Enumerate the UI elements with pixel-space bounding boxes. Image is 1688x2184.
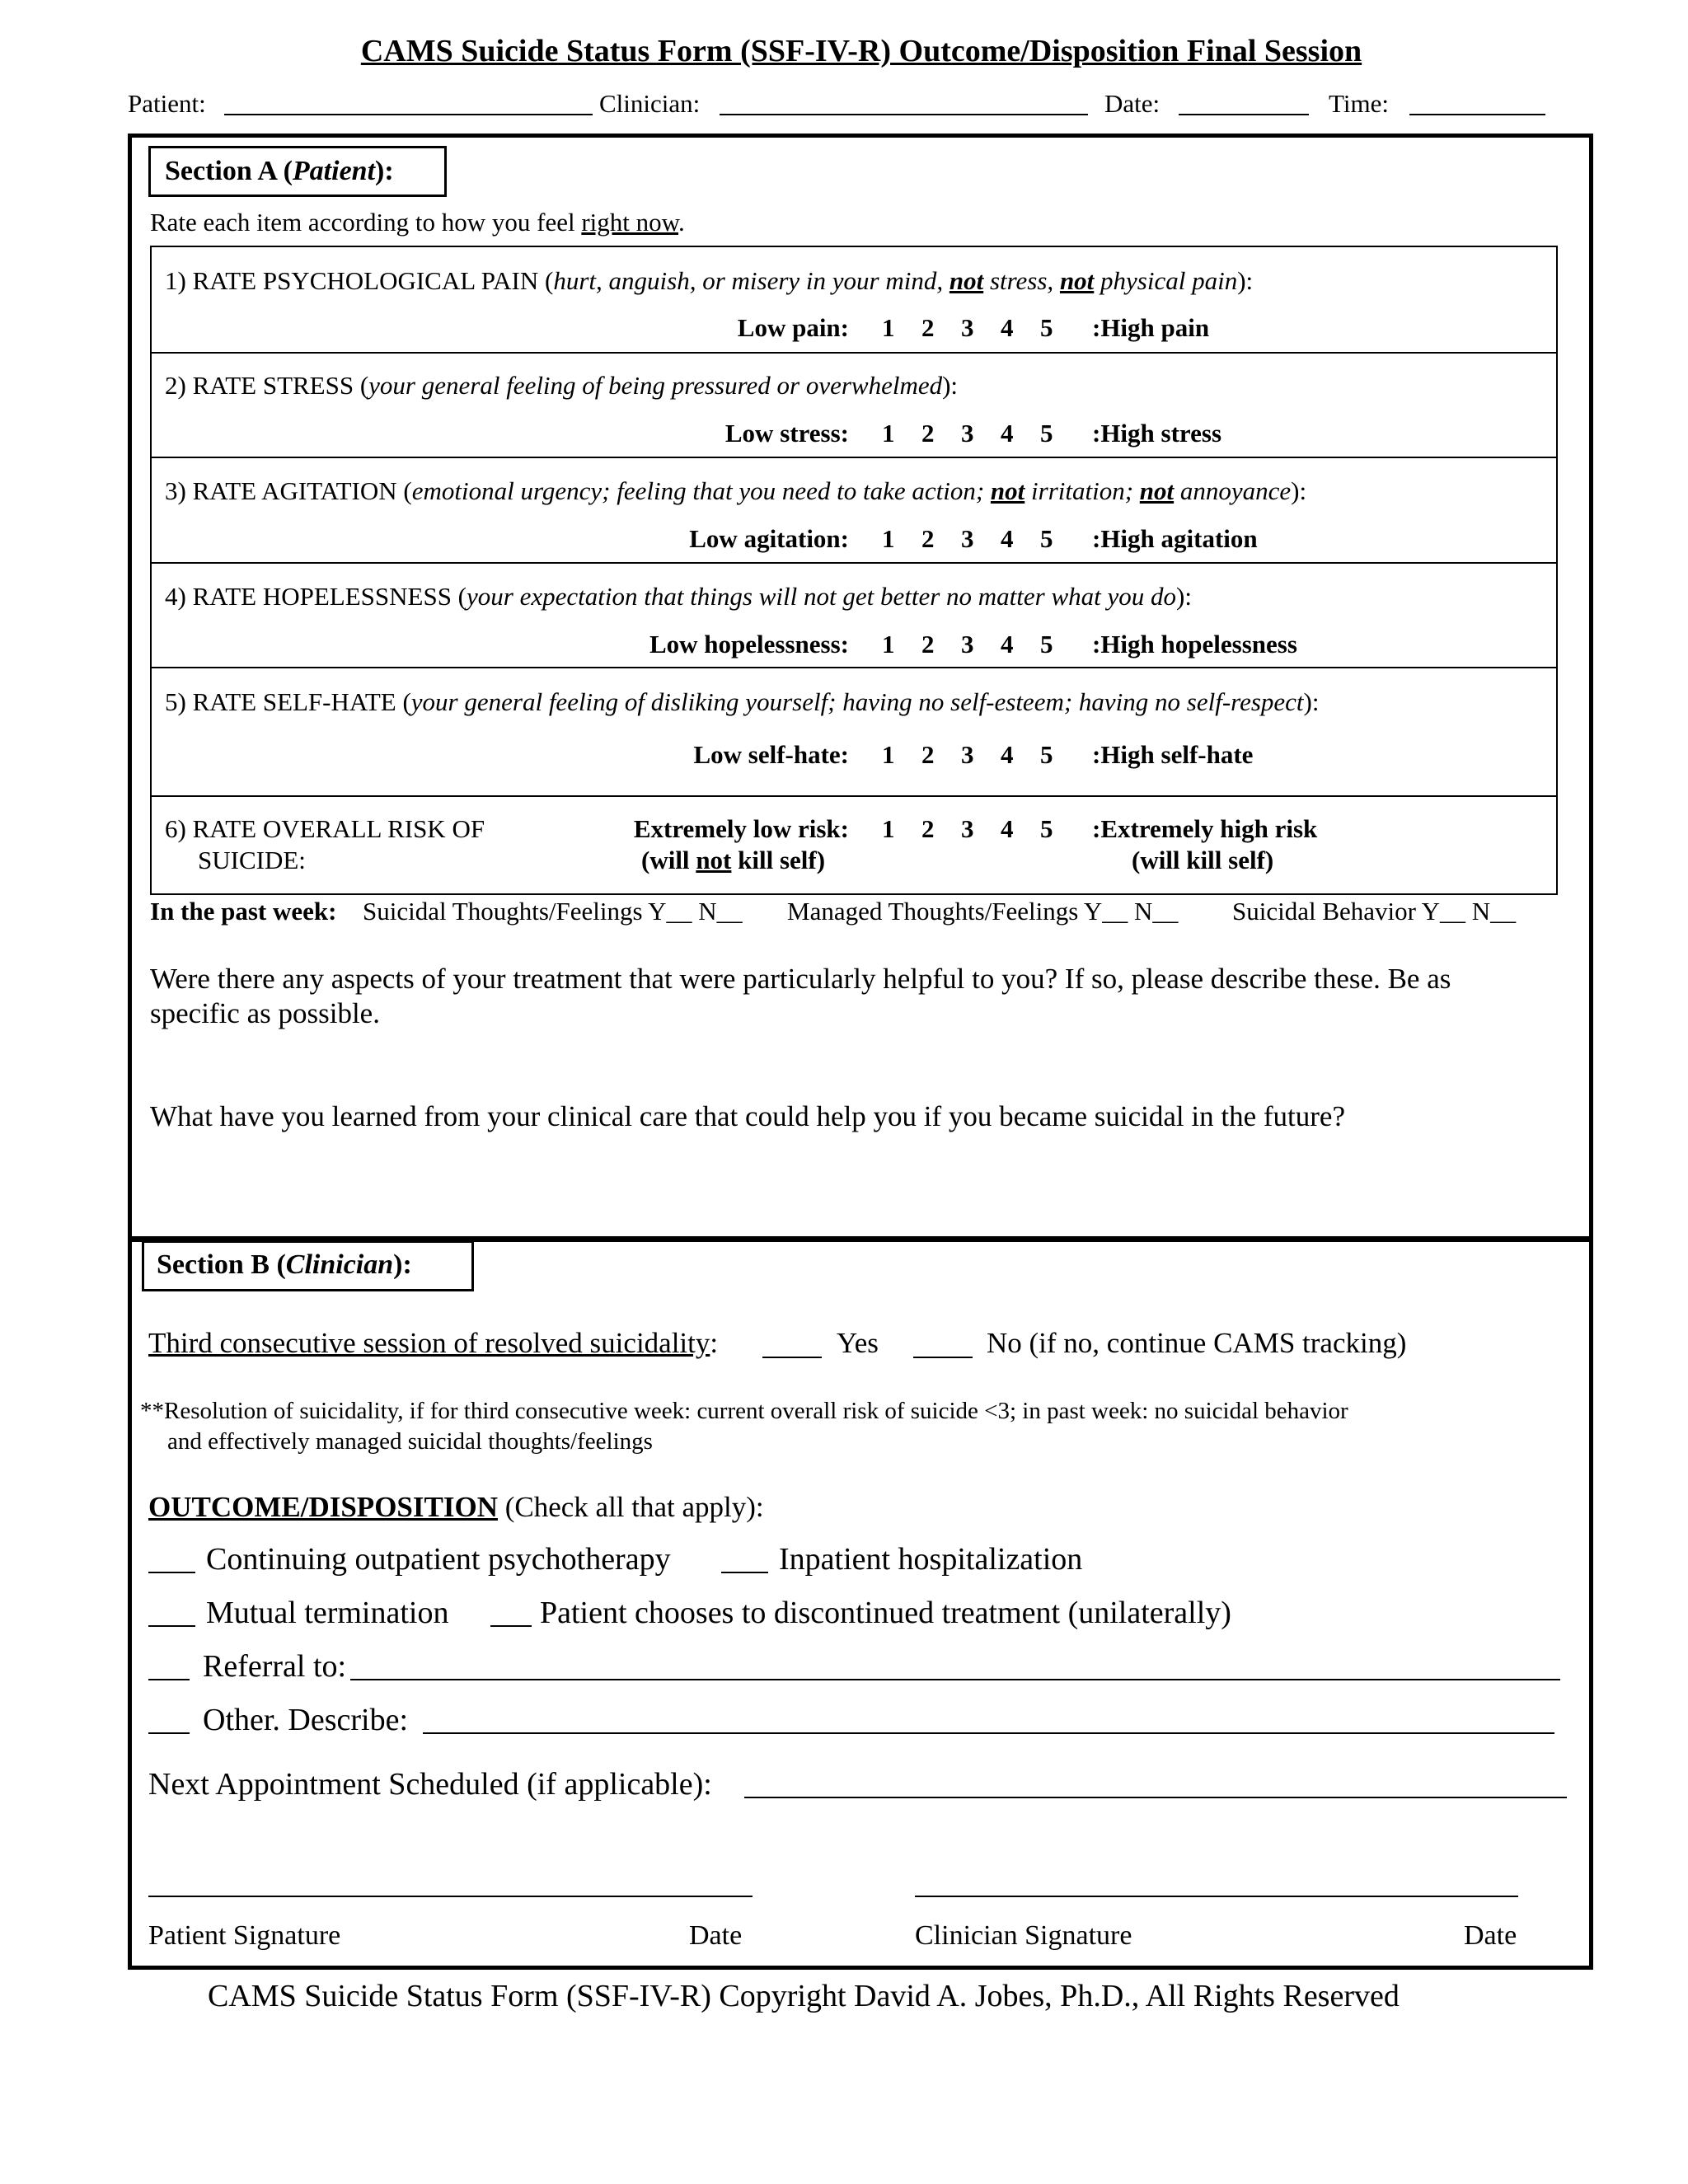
third-session-yes-blank[interactable] bbox=[762, 1357, 822, 1358]
scale-option-3[interactable]: 3 bbox=[961, 419, 974, 448]
rating-item-6-high-label: :Extremely high risk bbox=[1092, 814, 1318, 843]
scale-option-5[interactable]: 5 bbox=[1040, 419, 1053, 448]
rating-item-2-high-label: :High stress bbox=[1092, 419, 1222, 448]
section-b-title: Section B (Clinician): bbox=[157, 1249, 412, 1280]
scale-option-5[interactable]: 5 bbox=[1040, 630, 1053, 658]
patient-signature-line[interactable] bbox=[148, 1896, 753, 1897]
scale-option-4[interactable]: 4 bbox=[1001, 814, 1014, 843]
scale-option-2[interactable]: 2 bbox=[921, 740, 935, 769]
scale-option-2[interactable]: 2 bbox=[921, 419, 935, 448]
scale-option-3[interactable]: 3 bbox=[961, 524, 974, 553]
rating-item-1-question: 1) RATE PSYCHOLOGICAL PAIN (hurt, anguish, or misery in your mind, not stress, not physical pain): bbox=[165, 266, 1254, 295]
scale-option-3[interactable]: 3 bbox=[961, 740, 974, 769]
question-helpful-aspects-cont: specific as possible. bbox=[150, 997, 380, 1029]
third-session-no-blank[interactable] bbox=[913, 1357, 973, 1358]
time-label: Time: bbox=[1329, 89, 1389, 118]
referral-checkbox[interactable] bbox=[148, 1679, 190, 1680]
patient-chooses-checkbox[interactable] bbox=[490, 1625, 532, 1627]
rating-item-1-low-label: Low pain: bbox=[737, 313, 849, 342]
scale-option-4[interactable]: 4 bbox=[1001, 313, 1014, 342]
rating-item-6-question-cont: SUICIDE: bbox=[198, 846, 306, 874]
continuing-checkbox[interactable] bbox=[148, 1572, 195, 1573]
rating-item-2-question: 2) RATE STRESS (your general feeling of being pressured or overwhelmed): bbox=[165, 371, 959, 400]
other-checkbox[interactable] bbox=[148, 1732, 190, 1734]
scale-option-5[interactable]: 5 bbox=[1040, 524, 1053, 553]
rating-item-6-high-sub: (will kill self) bbox=[1132, 846, 1274, 874]
rating-item-6-low-label: Extremely low risk: bbox=[633, 814, 849, 843]
scale-option-1[interactable]: 1 bbox=[882, 524, 895, 553]
scale-option-5[interactable]: 5 bbox=[1040, 814, 1053, 843]
past-week-suicidal-behavior[interactable]: Suicidal Behavior Y__ N__ bbox=[1232, 897, 1517, 926]
rating-item-6-question: 6) RATE OVERALL RISK OF bbox=[165, 814, 485, 843]
third-session-label: Third consecutive session of resolved suicidality: bbox=[148, 1327, 719, 1359]
third-session-yes: Yes bbox=[837, 1327, 879, 1359]
date-field[interactable] bbox=[1179, 114, 1309, 115]
inpatient-checkbox[interactable] bbox=[721, 1572, 768, 1573]
scale-option-2[interactable]: 2 bbox=[921, 524, 935, 553]
scale-option-4[interactable]: 4 bbox=[1001, 630, 1014, 658]
clinician-signature-label: Clinician Signature bbox=[915, 1920, 1132, 1951]
rating-item-4-low-label: Low hopelessness: bbox=[649, 630, 849, 658]
date-label: Date: bbox=[1104, 89, 1160, 118]
rating-row-divider bbox=[150, 457, 1558, 458]
option-mutual-termination: Mutual termination bbox=[206, 1596, 449, 1630]
scale-option-3[interactable]: 3 bbox=[961, 313, 974, 342]
option-inpatient-hospitalization: Inpatient hospitalization bbox=[779, 1542, 1083, 1577]
rating-item-4-high-label: :High hopelessness bbox=[1092, 630, 1297, 658]
scale-option-2[interactable]: 2 bbox=[921, 313, 935, 342]
scale-option-4[interactable]: 4 bbox=[1001, 419, 1014, 448]
scale-option-1[interactable]: 1 bbox=[882, 630, 895, 658]
rating-item-3-high-label: :High agitation bbox=[1092, 524, 1258, 553]
section-a-title: Section A (Patient): bbox=[165, 156, 394, 186]
form-title: CAMS Suicide Status Form (SSF-IV-R) Outcome/Disposition Final Session bbox=[360, 34, 1362, 68]
option-patient-chooses: Patient chooses to discontinued treatment (unilaterally) bbox=[540, 1596, 1231, 1630]
scale-option-5[interactable]: 5 bbox=[1040, 313, 1053, 342]
mutual-checkbox[interactable] bbox=[148, 1625, 195, 1627]
option-continuing-outpatient: Continuing outpatient psychotherapy bbox=[206, 1542, 671, 1577]
clinician-date-label: Date bbox=[1464, 1920, 1517, 1951]
scale-option-1[interactable]: 1 bbox=[882, 740, 895, 769]
patient-date-label: Date bbox=[689, 1920, 743, 1951]
rating-item-5-high-label: :High self-hate bbox=[1092, 740, 1254, 769]
patient-signature-label: Patient Signature bbox=[148, 1920, 341, 1951]
past-week-row: In the past week: bbox=[150, 897, 337, 926]
scale-option-2[interactable]: 2 bbox=[921, 814, 935, 843]
question-helpful-aspects: Were there any aspects of your treatment that were particularly helpful to you? If so, please describe these. Be as bbox=[150, 963, 1451, 995]
section-a-instruction: Rate each item according to how you feel right now. bbox=[150, 208, 685, 237]
rating-item-3-low-label: Low agitation: bbox=[689, 524, 849, 553]
rating-row-divider bbox=[150, 352, 1558, 354]
rating-item-5-low-label: Low self-hate: bbox=[693, 740, 849, 769]
rating-row-divider bbox=[150, 795, 1558, 797]
option-other: Other. Describe: bbox=[203, 1703, 409, 1737]
patient-name-field[interactable] bbox=[224, 114, 593, 115]
patient-label: Patient: bbox=[128, 89, 206, 118]
outcome-title: OUTCOME/DISPOSITION (Check all that apply): bbox=[148, 1491, 764, 1523]
rating-row-divider bbox=[150, 667, 1558, 668]
rating-item-6-low-sub: (will not kill self) bbox=[641, 846, 826, 874]
copyright-footer: CAMS Suicide Status Form (SSF-IV-R) Copyright David A. Jobes, Ph.D., All Rights Reserved bbox=[208, 1979, 1400, 2013]
past-week-suicidal-thoughts[interactable]: Suicidal Thoughts/Feelings Y__ N__ bbox=[363, 897, 743, 926]
question-learned: What have you learned from your clinical care that could help you if you became suicidal in the future? bbox=[150, 1100, 1345, 1132]
scale-option-1[interactable]: 1 bbox=[882, 419, 895, 448]
past-week-managed-thoughts[interactable]: Managed Thoughts/Feelings Y__ N__ bbox=[787, 897, 1179, 926]
rating-item-4-question: 4) RATE HOPELESSNESS (your expectation that things will not get better no matter what you do): bbox=[165, 582, 1192, 611]
scale-option-4[interactable]: 4 bbox=[1001, 524, 1014, 553]
rating-item-3-question: 3) RATE AGITATION (emotional urgency; feeling that you need to take action; not irritation; not annoyance): bbox=[165, 476, 1307, 505]
rating-item-5-question: 5) RATE SELF-HATE (your general feeling of disliking yourself; having no self-esteem; having no self-respect): bbox=[165, 687, 1320, 716]
next-appointment-label: Next Appointment Scheduled (if applicable): bbox=[148, 1767, 712, 1802]
scale-option-5[interactable]: 5 bbox=[1040, 740, 1053, 769]
clinician-signature-line[interactable] bbox=[915, 1896, 1518, 1897]
rating-table bbox=[150, 246, 1558, 895]
scale-option-1[interactable]: 1 bbox=[882, 814, 895, 843]
option-referral: Referral to: bbox=[203, 1649, 347, 1684]
other-describe-field[interactable] bbox=[423, 1732, 1554, 1734]
scale-option-3[interactable]: 3 bbox=[961, 814, 974, 843]
resolution-note-cont: and effectively managed suicidal thoughts/feelings bbox=[167, 1428, 653, 1455]
scale-option-4[interactable]: 4 bbox=[1001, 740, 1014, 769]
next-appointment-field[interactable] bbox=[744, 1797, 1567, 1798]
resolution-note: **Resolution of suicidality, if for third consecutive week: current overall risk of suicide <3; in past week: no suicidal behavior bbox=[140, 1398, 1348, 1424]
time-field[interactable] bbox=[1409, 114, 1545, 115]
rating-item-2-low-label: Low stress: bbox=[724, 419, 849, 448]
referral-field[interactable] bbox=[350, 1679, 1560, 1680]
clinician-label: Clinician: bbox=[599, 89, 701, 118]
scale-option-1[interactable]: 1 bbox=[882, 313, 895, 342]
scale-option-2[interactable]: 2 bbox=[921, 630, 935, 658]
rating-row-divider bbox=[150, 562, 1558, 564]
clinician-name-field[interactable] bbox=[720, 114, 1088, 115]
rating-item-1-high-label: :High pain bbox=[1092, 313, 1210, 342]
scale-option-3[interactable]: 3 bbox=[961, 630, 974, 658]
third-session-no: No (if no, continue CAMS tracking) bbox=[987, 1327, 1407, 1359]
